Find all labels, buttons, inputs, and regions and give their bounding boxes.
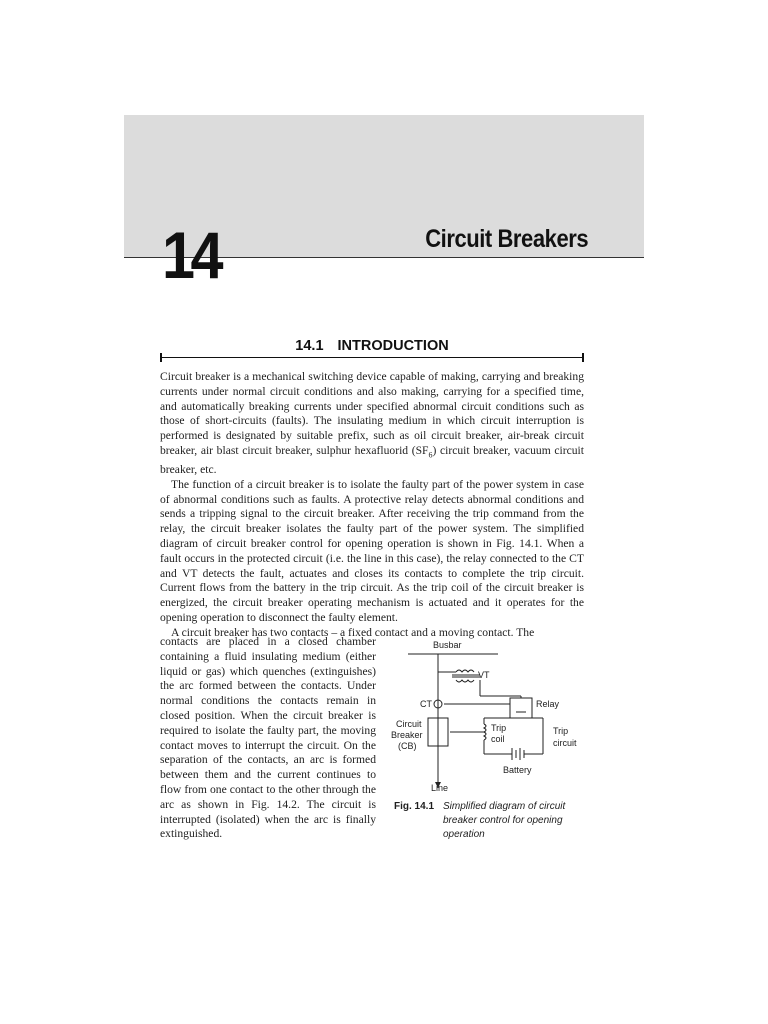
label-trip-circuit-1: Trip <box>553 726 569 736</box>
body-text <box>160 370 584 641</box>
label-cb-2: Breaker <box>391 730 423 740</box>
vt-secondary <box>456 680 474 682</box>
wrapped-paragraph <box>160 635 376 842</box>
relay-box <box>510 698 532 718</box>
label-line: Line <box>431 783 449 793</box>
label-cb-3: (CB) <box>398 741 417 751</box>
paragraph-2: The function of a circuit breaker is to isolate the faulty part of the power system in case of abnormal conditions such as faults. A protective relay detects abnormal conditions and sends a tripping signal to the circuit breaker. After receiving the trip command from the relay, the circuit breaker isolates the faulty part of the power system. The simplified diagram of circuit breaker control for opening operation is shown in Fig. 14.1. When a fault occurs in the protected circuit (i.e. the line in this case), the relay connected to the CT and VT detects the fault, actuates and closes its contacts to complete the trip circuit. Current flows from the battery in the trip circuit. As the trip coil of the circuit breaker is energized, the circuit breaker operating mechanism is actuated and it operates for the opening operation to disconnect the faulty element. <box>160 477 584 625</box>
figure-caption <box>394 800 589 842</box>
paragraph-1-end: ) circuit breaker, vacuum circuit breaker, etc. <box>160 443 584 477</box>
section-heading <box>160 338 584 354</box>
figure-label: Fig. 14.1 <box>394 801 435 812</box>
label-battery: Battery <box>503 765 532 775</box>
label-trip-circuit-2: circuit <box>553 738 577 748</box>
vt-primary <box>456 670 474 672</box>
chapter-number: 14 <box>162 218 220 292</box>
sf6-subscript: 6 <box>428 450 433 460</box>
label-relay: Relay <box>536 699 560 709</box>
label-ct: CT <box>420 699 432 709</box>
chapter-title: Circuit Breakers <box>425 225 588 253</box>
label-trip-coil-1: Trip <box>491 723 507 733</box>
section-title: INTRODUCTION <box>337 338 449 354</box>
trip-coil <box>484 724 486 740</box>
label-vt: VT <box>478 670 490 680</box>
section-number: 14.1 <box>295 338 324 354</box>
paragraph-1-text: Circuit breaker is a mechanical switching device capable of making, carrying and breaking currents under normal circuit conditions and also making, carrying for a specified time, and automatically breaking currents under specified abnormal circuit conditions such as those of short-circuits (faults). The insulating medium in which circuit interruption is performed is designated by suitable prefix, such as oil circuit breaker, air-break circuit breaker, air blast circuit breaker, sulphur hexafluorid (SF <box>160 370 584 457</box>
paragraph-1 <box>160 370 584 478</box>
label-cb-1: Circuit <box>396 719 422 729</box>
figure-caption-text: Simplified diagram of circuit breaker control for opening operation <box>443 801 566 840</box>
section-rule <box>160 357 584 358</box>
paragraph-3-wrap: contacts are placed in a closed chamber containing a fluid insulating medium (either liquid or gas) which quenches (extinguishes) the arc formed between the contacts. Under normal conditions the contacts remain in closed position. When the circuit breaker is required to isolate the faulty part, the moving contact moves to interrupt the circuit. On the separation of the contacts, an arc is formed between them and the current continues to flow from one contact to the other through the arc as shown in Fig. 14.2. The circuit is interrupted (isolated) when the arc is finally extinguished. <box>160 635 376 841</box>
label-trip-coil-2: coil <box>491 734 505 744</box>
circuit-breaker-diagram <box>388 636 588 796</box>
paragraph-3-first-line: A circuit breaker has two contacts – a fixed contact and a moving contact. The <box>171 625 535 639</box>
label-busbar: Busbar <box>433 640 462 650</box>
